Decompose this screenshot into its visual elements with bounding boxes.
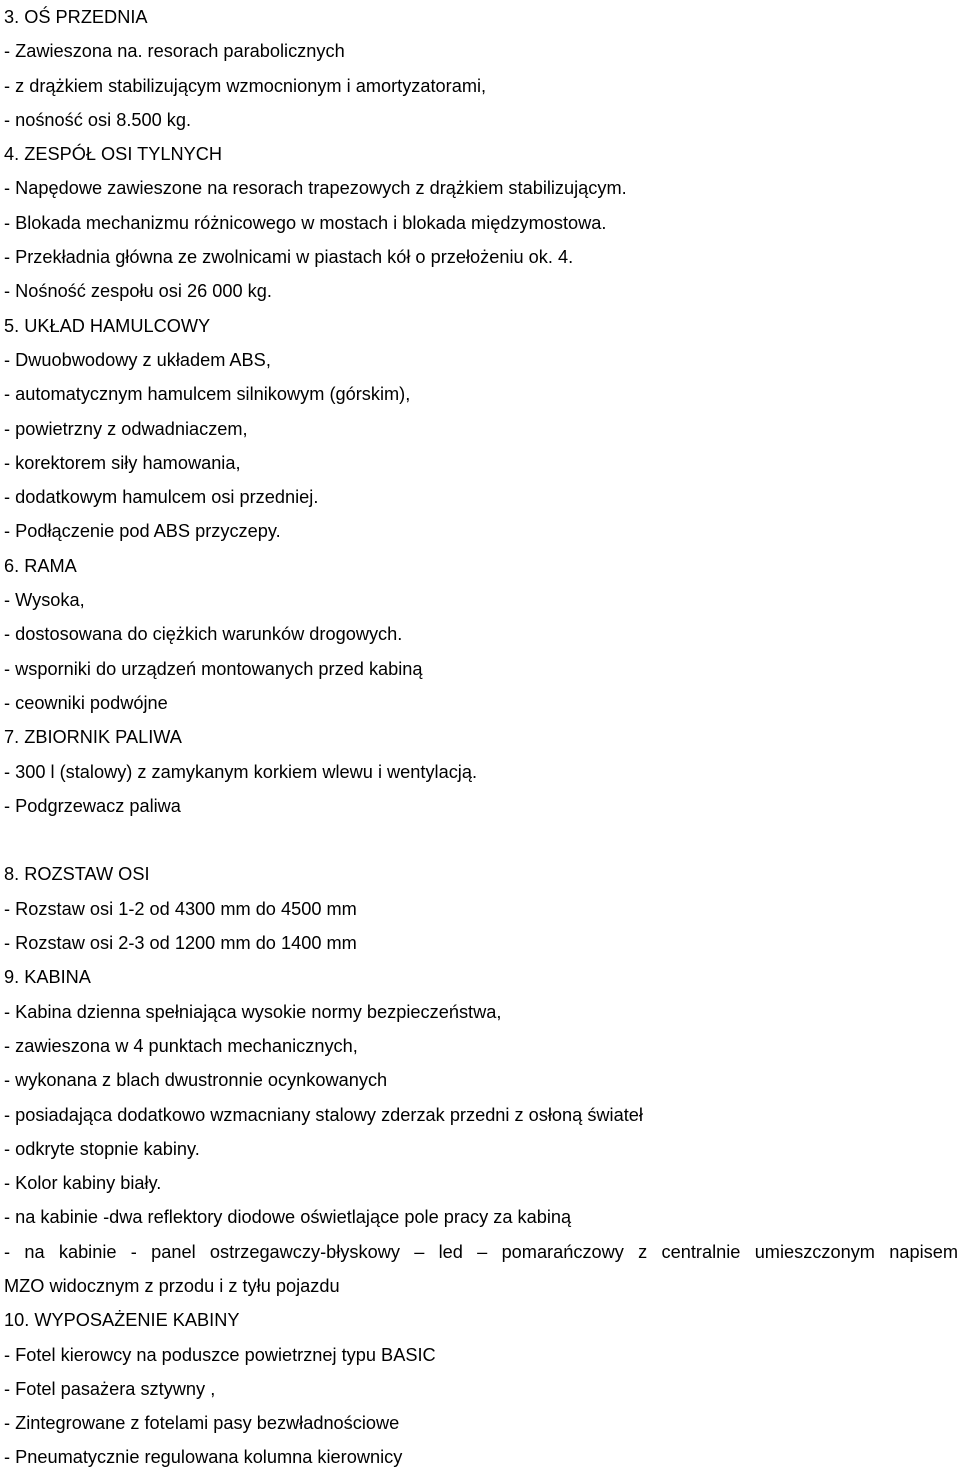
list-item: - ceowniki podwójne [4,692,168,713]
list-item: - Przekładnia główna ze zwolnicami w piastach kół o przełożeniu ok. 4. [4,247,574,268]
list-item: - Pneumatycznie regulowana kolumna kierownicy [4,1447,403,1468]
list-item: - Rozstaw osi 1-2 od 4300 mm do 4500 mm [4,898,357,919]
list-item: - 300 l (stalowy) z zamykanym korkiem wlewu i wentylacją. [4,761,478,782]
list-item: - Nośność zespołu osi 26 000 kg. [4,281,272,302]
list-item: - posiadająca dodatkowo wzmacniany stalowy zderzak przedni z osłoną świateł [4,1104,643,1125]
list-item: - Rozstaw osi 2-3 od 1200 mm do 1400 mm [4,933,357,954]
list-item: - na kabinie -dwa reflektory diodowe oświetlające pole pracy za kabiną [4,1207,572,1228]
section-heading-wheelbase: 8. ROZSTAW OSI [4,864,150,885]
list-item: - Kolor kabiny biały. [4,1173,162,1194]
list-item: - dodatkowym hamulcem osi przedniej. [4,487,319,508]
section-heading-fuel-tank: 7. ZBIORNIK PALIWA [4,727,182,748]
section-heading-frame: 6. RAMA [4,555,77,576]
list-item: - Zintegrowane z fotelami pasy bezwładnościowe [4,1413,400,1434]
section-heading-cab-equipment: 10. WYPOSAŻENIE KABINY [4,1310,240,1331]
list-item: - Blokada mechanizmu różnicowego w mostach i blokada międzymostowa. [4,212,607,233]
list-item: - Podłączenie pod ABS przyczepy. [4,521,281,542]
list-item: - wsporniki do urządzeń montowanych przed kabiną [4,658,423,679]
section-heading-front-axle: 3. OŚ PRZEDNIA [4,7,148,27]
list-item-continuation: MZO widocznym z przodu i z tyłu pojazdu [4,1275,340,1296]
list-item: - Kabina dzienna spełniająca wysokie normy bezpieczeństwa, [4,1001,502,1022]
list-item: - Zawieszona na. resorach parabolicznych [4,41,345,62]
list-item: - nośność osi 8.500 kg. [4,109,192,130]
section-heading-cab: 9. KABINA [4,967,91,988]
list-item: - zawieszona w 4 punktach mechanicznych, [4,1035,358,1056]
list-item: - automatycznym hamulcem silnikowym (górskim), [4,384,411,405]
list-item: - powietrzny z odwadniaczem, [4,418,248,439]
list-item: - wykonana z blach dwustronnie ocynkowanych [4,1070,388,1091]
list-item-justified: - na kabinie - panel ostrzegawczy-błyskowy – led – pomarańczowy z centralnie umieszczonym napisem [4,1241,958,1262]
list-item: - Fotel kierowcy na poduszce powietrznej typu BASIC [4,1344,436,1365]
document-body [4,0,958,1475]
list-item: - Podgrzewacz paliwa [4,795,181,816]
list-item: - Dwuobwodowy z układem ABS, [4,349,271,370]
blank-line [4,823,958,857]
list-item: - korektorem siły hamowania, [4,452,241,473]
section-heading-rear-axles: 4. ZESPÓŁ OSI TYLNYCH [4,144,222,165]
list-item: - dostosowana do ciężkich warunków drogowych. [4,624,403,645]
list-item: - Fotel pasażera sztywny , [4,1378,216,1399]
list-item: - Napędowe zawieszone na resorach trapezowych z drążkiem stabilizującym. [4,178,627,199]
section-heading-brake-system: 5. UKŁAD HAMULCOWY [4,315,211,336]
list-item: - Wysoka, [4,590,85,611]
list-item: - odkryte stopnie kabiny. [4,1138,200,1159]
list-item: - z drążkiem stabilizującym wzmocnionym i amortyzatorami, [4,75,487,96]
